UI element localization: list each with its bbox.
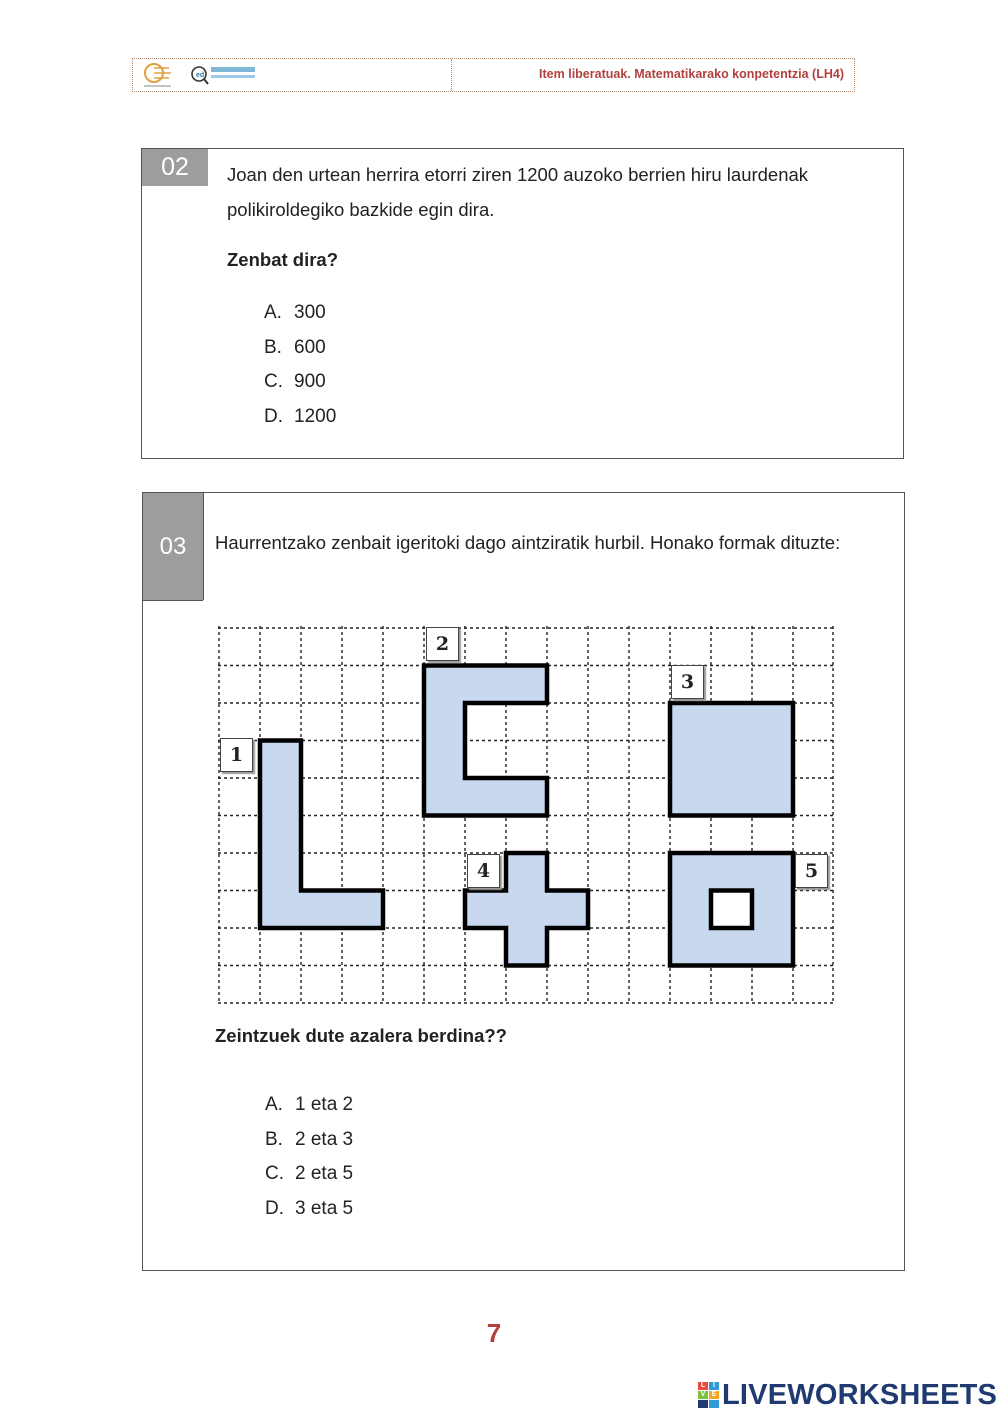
liveworksheets-wordmark: LIVEWORKSHEETS: [722, 1378, 998, 1411]
question-02-box: [141, 148, 904, 459]
label-shape-2: 2: [426, 627, 459, 661]
question-03-box: [142, 492, 905, 1271]
label-shape-1: 1: [220, 738, 253, 772]
question-text: Joan den urtean herrira etorri ziren 1200 auzoko berrien hiru laurdenak polikiroldegiko bazkide egin dira.: [227, 164, 809, 220]
option-a[interactable]: A. 300: [264, 302, 326, 323]
option-a[interactable]: A. 1 eta 2: [265, 1094, 354, 1115]
shape-2-c: [424, 666, 547, 816]
answer-options: [264, 296, 336, 434]
svg-text:ed: ed: [196, 72, 205, 79]
liveworksheets-logo[interactable]: [698, 1378, 997, 1412]
option-b[interactable]: B. 600: [264, 336, 326, 358]
option-c[interactable]: C. 900: [264, 371, 326, 392]
shape-3-square: [670, 703, 793, 816]
liveworksheets-cubes-icon: L I V E: [698, 1382, 720, 1408]
shapes-grid-figure: [218, 626, 838, 1006]
header-divider: [451, 59, 452, 91]
label-shape-5: 5: [795, 854, 828, 888]
shape-1-l: [260, 741, 383, 929]
evaluation-logo-icon: [189, 63, 259, 87]
header-title: Item liberatuak. Matematikarako konpetentzia (LH4): [539, 67, 844, 81]
option-d[interactable]: D. 1200: [264, 405, 337, 427]
question-text: Haurrentzako zenbait igeritoki dago aintziratik hurbil. Honako formak dituzte:: [215, 532, 841, 553]
question-prompt: Zenbat dira?: [227, 249, 339, 270]
number-column-border: [143, 600, 203, 601]
school-logo-icon: [141, 62, 175, 88]
question-number: 02: [142, 149, 208, 186]
page-header: [132, 58, 855, 92]
answer-options: [265, 1088, 353, 1226]
option-b[interactable]: B. 2 eta 3: [265, 1128, 354, 1150]
shape-5-frame: [670, 853, 793, 966]
question-prompt: Zeintzuek dute azalera berdina??: [215, 1025, 507, 1046]
page-number: 7: [486, 1318, 502, 1348]
question-number: 03: [143, 493, 203, 600]
label-shape-3: 3: [671, 665, 704, 699]
option-d[interactable]: D. 3 eta 5: [265, 1197, 354, 1219]
label-shape-4: 4: [467, 854, 500, 888]
number-column-divider: [203, 493, 204, 600]
option-c[interactable]: C. 2 eta 5: [265, 1163, 354, 1184]
